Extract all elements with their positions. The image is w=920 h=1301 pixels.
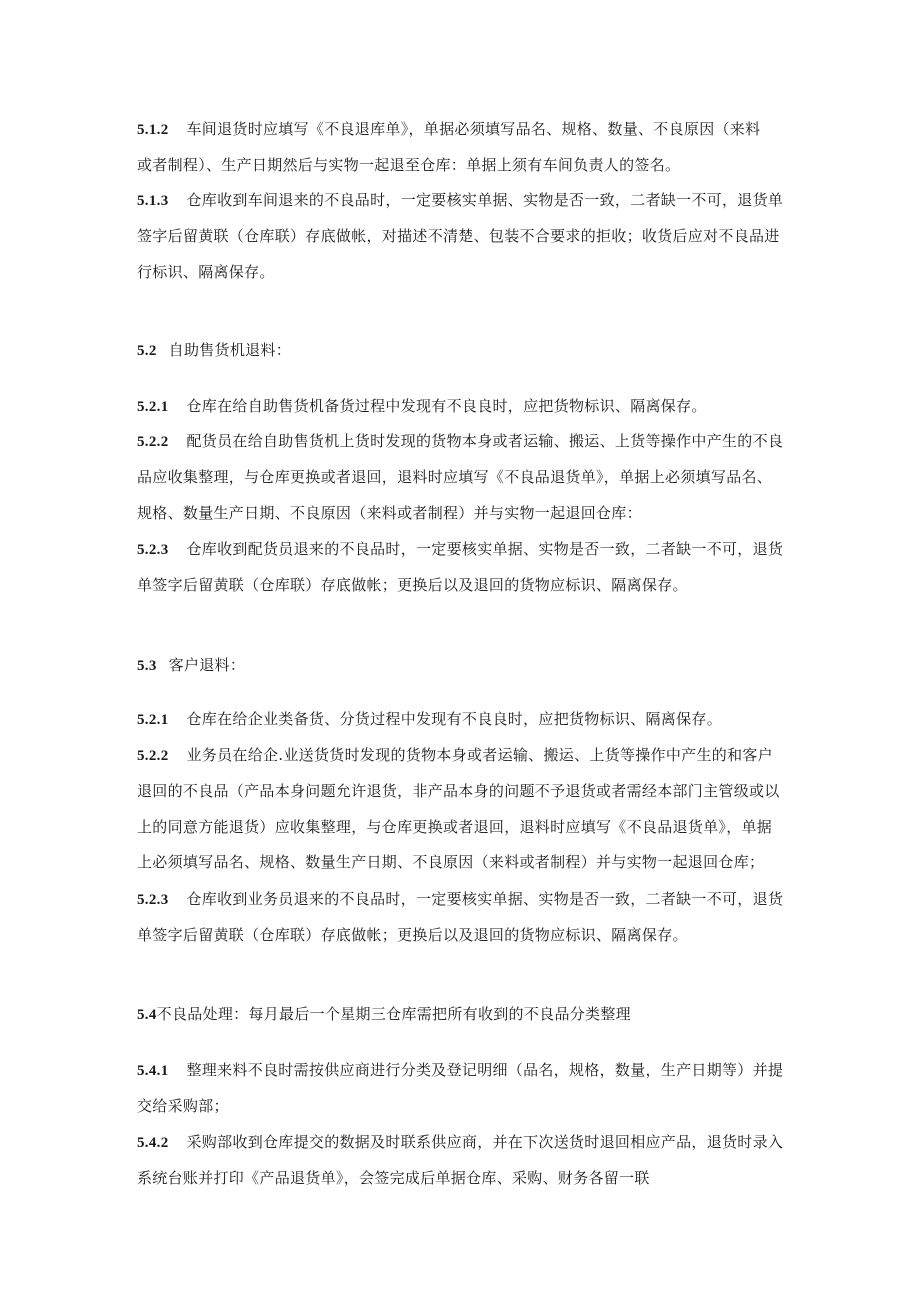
section-number: 5.3 bbox=[137, 658, 157, 674]
section-heading-5-3 bbox=[137, 655, 245, 676]
clause-number: 5.2.3 bbox=[137, 542, 169, 558]
clause-text: 采购部收到仓库提交的数据及时联系供应商，并在下次送货时退回相应产品，退货时录入 bbox=[186, 1133, 784, 1151]
clause-text: 行标识、隔离保存。 bbox=[137, 263, 275, 281]
clause-text: 品应收集整理，与仓库更换或者退回，退料时应填写《不良品退货单》，单据上必须填写品名、 bbox=[137, 468, 773, 486]
clause-text: 交给采购部； bbox=[137, 1097, 229, 1115]
para-5-2-2b-line-4 bbox=[137, 852, 764, 872]
clause-text: 仓库收到业务员退来的不良品时，一定要核实单据、实物是否一致，二者缺一不可，退货 bbox=[186, 890, 784, 908]
clause-text: 仓库在给企业类备货、分货过程中发现有不良良时，应把货物标识、隔离保存。 bbox=[186, 710, 723, 728]
clause-text: 或者制程）、生产日期然后与实物一起退至仓库：单据上须有车间负责人的签名。 bbox=[137, 156, 681, 174]
clause-text: 单签字后留黄联（仓库联）存底做帐；更换后以及退回的货物应标识、隔离保存。 bbox=[137, 926, 688, 944]
para-5-2-1b-line-1 bbox=[137, 709, 722, 730]
clause-number: 5.2.2 bbox=[137, 434, 169, 450]
para-5-2-2b-line-3 bbox=[137, 817, 772, 837]
clause-text: 车间退货时应填写《不良退库单》，单据必须填写品名、规格、数量、不良原因（来料 bbox=[186, 120, 761, 138]
para-5-1-2-line-2 bbox=[137, 155, 680, 175]
clause-number: 5.2.3 bbox=[137, 892, 169, 908]
para-5-2-3-line-1 bbox=[137, 539, 783, 560]
clause-text: 上必须填写品名、规格、数量生产日期、不良原因（来料或者制程）并与实物一起退回仓库； bbox=[137, 853, 765, 871]
clause-number: 5.4.2 bbox=[137, 1135, 169, 1151]
para-5-2-2-line-1 bbox=[137, 431, 783, 452]
para-5-2-3b-line-1 bbox=[137, 889, 783, 910]
para-5-2-3b-line-2 bbox=[137, 925, 688, 945]
para-5-4-1-line-2 bbox=[137, 1096, 229, 1116]
para-5-1-2-line-1 bbox=[137, 119, 760, 140]
para-5-1-3-line-3 bbox=[137, 262, 275, 282]
section-number: 5.4 bbox=[137, 1007, 157, 1023]
para-5-2-2-line-2 bbox=[137, 467, 772, 487]
section-title: 不良品处理：每月最后一个星期三仓库需把所有收到的不良品分类整理 bbox=[156, 1005, 631, 1023]
clause-text: 仓库收到配货员退来的不良品时，一定要核实单据、实物是否一致，二者缺一不可，退货 bbox=[186, 540, 784, 558]
clause-text: 退回的不良品（产品本身问题允许退货，非产品本身的问题不予退货或者需经本部门主管级或以 bbox=[137, 782, 780, 800]
para-5-2-2b-line-2 bbox=[137, 781, 780, 801]
para-5-1-3-line-1 bbox=[137, 190, 783, 211]
clause-number: 5.4.1 bbox=[137, 1063, 169, 1079]
para-5-4-2-line-1 bbox=[137, 1132, 783, 1153]
section-number: 5.2 bbox=[137, 343, 157, 359]
clause-text: 签字后留黄联（仓库联）存底做帐，对描述不清楚、包装不合要求的拒收；收货后应对不良品进 bbox=[137, 227, 780, 245]
clause-number: 5.2.2 bbox=[137, 748, 169, 764]
clause-text: 单签字后留黄联（仓库联）存底做帐；更换后以及退回的货物应标识、隔离保存。 bbox=[137, 576, 688, 594]
clause-text: 规格、数量生产日期、不良原因（来料或者制程）并与实物一起退回仓库： bbox=[137, 504, 642, 522]
section-heading-5-2 bbox=[137, 340, 291, 361]
section-title: 自助售货机退料： bbox=[168, 341, 292, 359]
clause-number: 5.1.3 bbox=[137, 193, 169, 209]
para-5-4-2-line-2 bbox=[137, 1168, 650, 1188]
clause-text: 配货员在给自助售货机上货时发现的货物本身或者运输、搬运、上货等操作中产生的不良 bbox=[186, 432, 784, 450]
para-5-2-1-line-1 bbox=[137, 396, 707, 417]
clause-number: 5.1.2 bbox=[137, 122, 169, 138]
clause-number: 5.2.1 bbox=[137, 399, 169, 415]
para-5-1-3-line-2 bbox=[137, 226, 780, 246]
clause-number: 5.2.1 bbox=[137, 712, 169, 728]
clause-text: 上的同意方能退货）应收集整理，与仓库更换或者退回，退料时应填写《不良品退货单》，单据 bbox=[137, 818, 773, 836]
section-heading-5-4 bbox=[137, 1004, 631, 1025]
para-5-4-1-line-1 bbox=[137, 1060, 783, 1081]
para-5-2-3-line-2 bbox=[137, 575, 688, 595]
para-5-2-2-line-3 bbox=[137, 503, 642, 523]
clause-text: 仓库在给自助售货机备货过程中发现有不良良时，应把货物标识、隔离保存。 bbox=[186, 397, 707, 415]
clause-text: 业务员在给企.业送货货时发现的货物本身或者运输、搬运、上货等操作中产生的和客户 bbox=[186, 746, 773, 764]
clause-text: 整理来料不良时需按供应商进行分类及登记明细（品名，规格，数量，生产日期等）并提 bbox=[186, 1061, 784, 1079]
clause-text: 仓库收到车间退来的不良品时，一定要核实单据、实物是否一致，二者缺一不可，退货单 bbox=[186, 191, 784, 209]
para-5-2-2b-line-1 bbox=[137, 745, 773, 766]
section-title: 客户退料： bbox=[168, 656, 246, 674]
clause-text: 系统台账并打印《产品退货单》，会签完成后单据仓库、采购、财务各留一联 bbox=[137, 1169, 650, 1187]
